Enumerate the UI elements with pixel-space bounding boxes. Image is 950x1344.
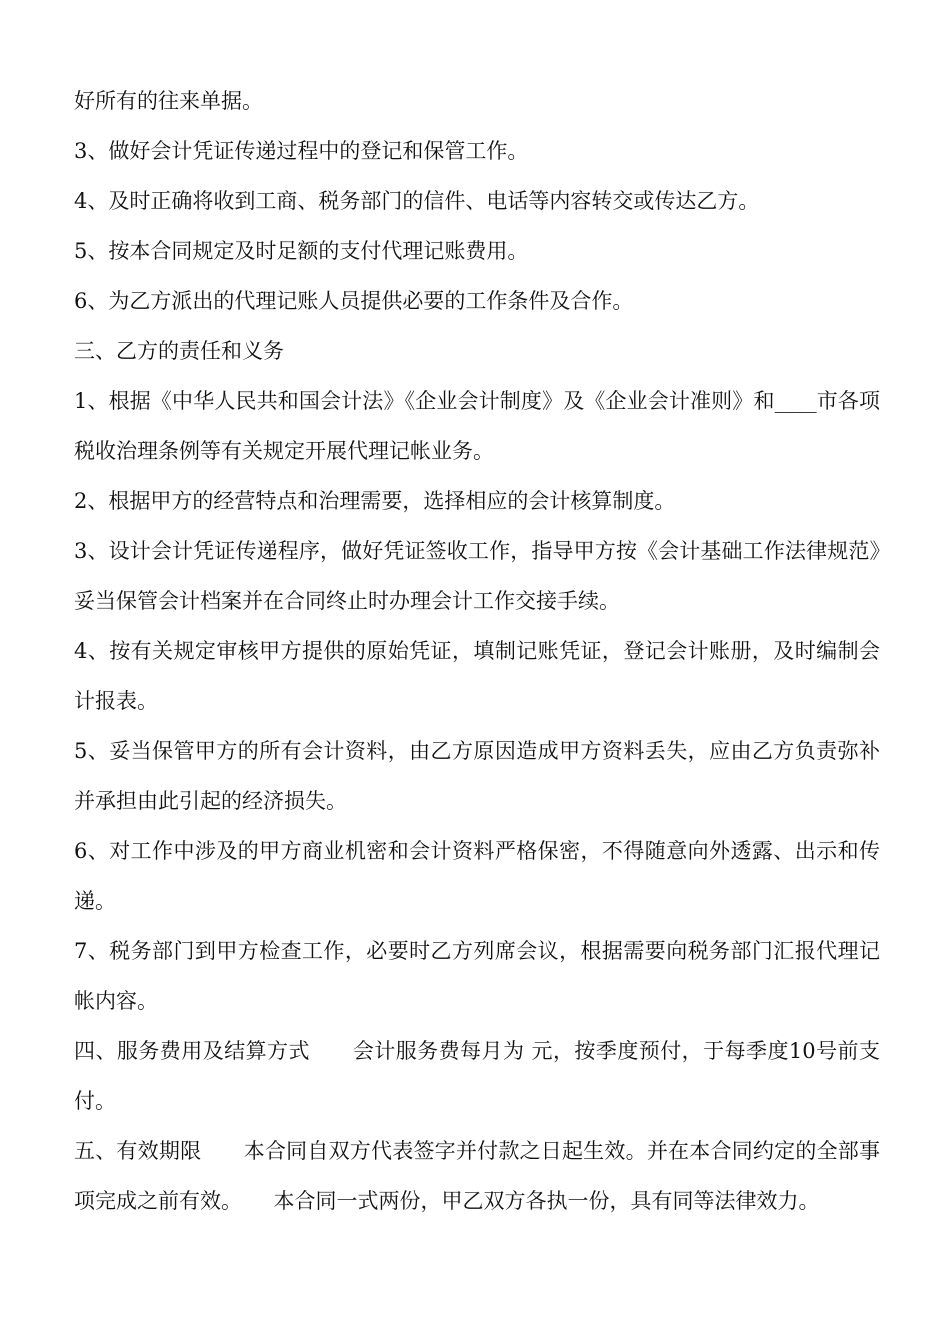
paragraph-b-item-3: 3、设计会计凭证传递程序，做好凭证签收工作，指导甲方按《会计基础工作法律规范》妥当保管会计档案并在合同终止时办理会计工作交接手续。 (74, 539, 880, 613)
section-fees: 四、服务费用及结算方式 会计服务费每月为 元，按季度预付，于每季度10号前支付。 (74, 1039, 880, 1113)
paragraph-item-3: 3、做好会计凭证传递过程中的登记和保管工作。 (74, 139, 529, 163)
paragraph-continuation: 好所有的往来单据。 (74, 89, 263, 113)
paragraph-b-item-1: 1、根据《中华人民共和国会计法》《企业会计制度》及《企业会计准则》和____市各项税收治理条例等有关规定开展代理记帐业务。 (74, 389, 880, 463)
section-heading-party-b: 三、乙方的责任和义务 (74, 339, 284, 363)
paragraph-b-item-2: 2、根据甲方的经营特点和治理需要，选择相应的会计核算制度。 (74, 489, 676, 513)
paragraph-b-item-7: 7、税务部门到甲方检查工作，必要时乙方列席会议，根据需要向税务部门汇报代理记帐内容。 (74, 939, 880, 1013)
paragraph-b-item-5: 5、妥当保管甲方的所有会计资料，由乙方原因造成甲方资料丢失，应由乙方负责弥补并承担由此引起的经济损失。 (74, 739, 880, 813)
paragraph-b-item-6: 6、对工作中涉及的甲方商业机密和会计资料严格保密，不得随意向外透露、出示和传递。 (74, 839, 880, 913)
paragraph-item-5: 5、按本合同规定及时足额的支付代理记账费用。 (74, 239, 529, 263)
paragraph-item-6: 6、为乙方派出的代理记账人员提供必要的工作条件及合作。 (74, 289, 634, 313)
paragraph-b-item-4: 4、按有关规定审核甲方提供的原始凭证，填制记账凭证，登记会计账册，及时编制会计报表。 (74, 639, 880, 713)
document-page (74, 76, 880, 1226)
paragraph-item-4: 4、及时正确将收到工商、税务部门的信件、电话等内容转交或传达乙方。 (74, 189, 760, 213)
section-validity: 五、有效期限 本合同自双方代表签字并付款之日起生效。并在本合同约定的全部事项完成之前有效。 本合同一式两份，甲乙双方各执一份，具有同等法律效力。 (74, 1139, 880, 1213)
